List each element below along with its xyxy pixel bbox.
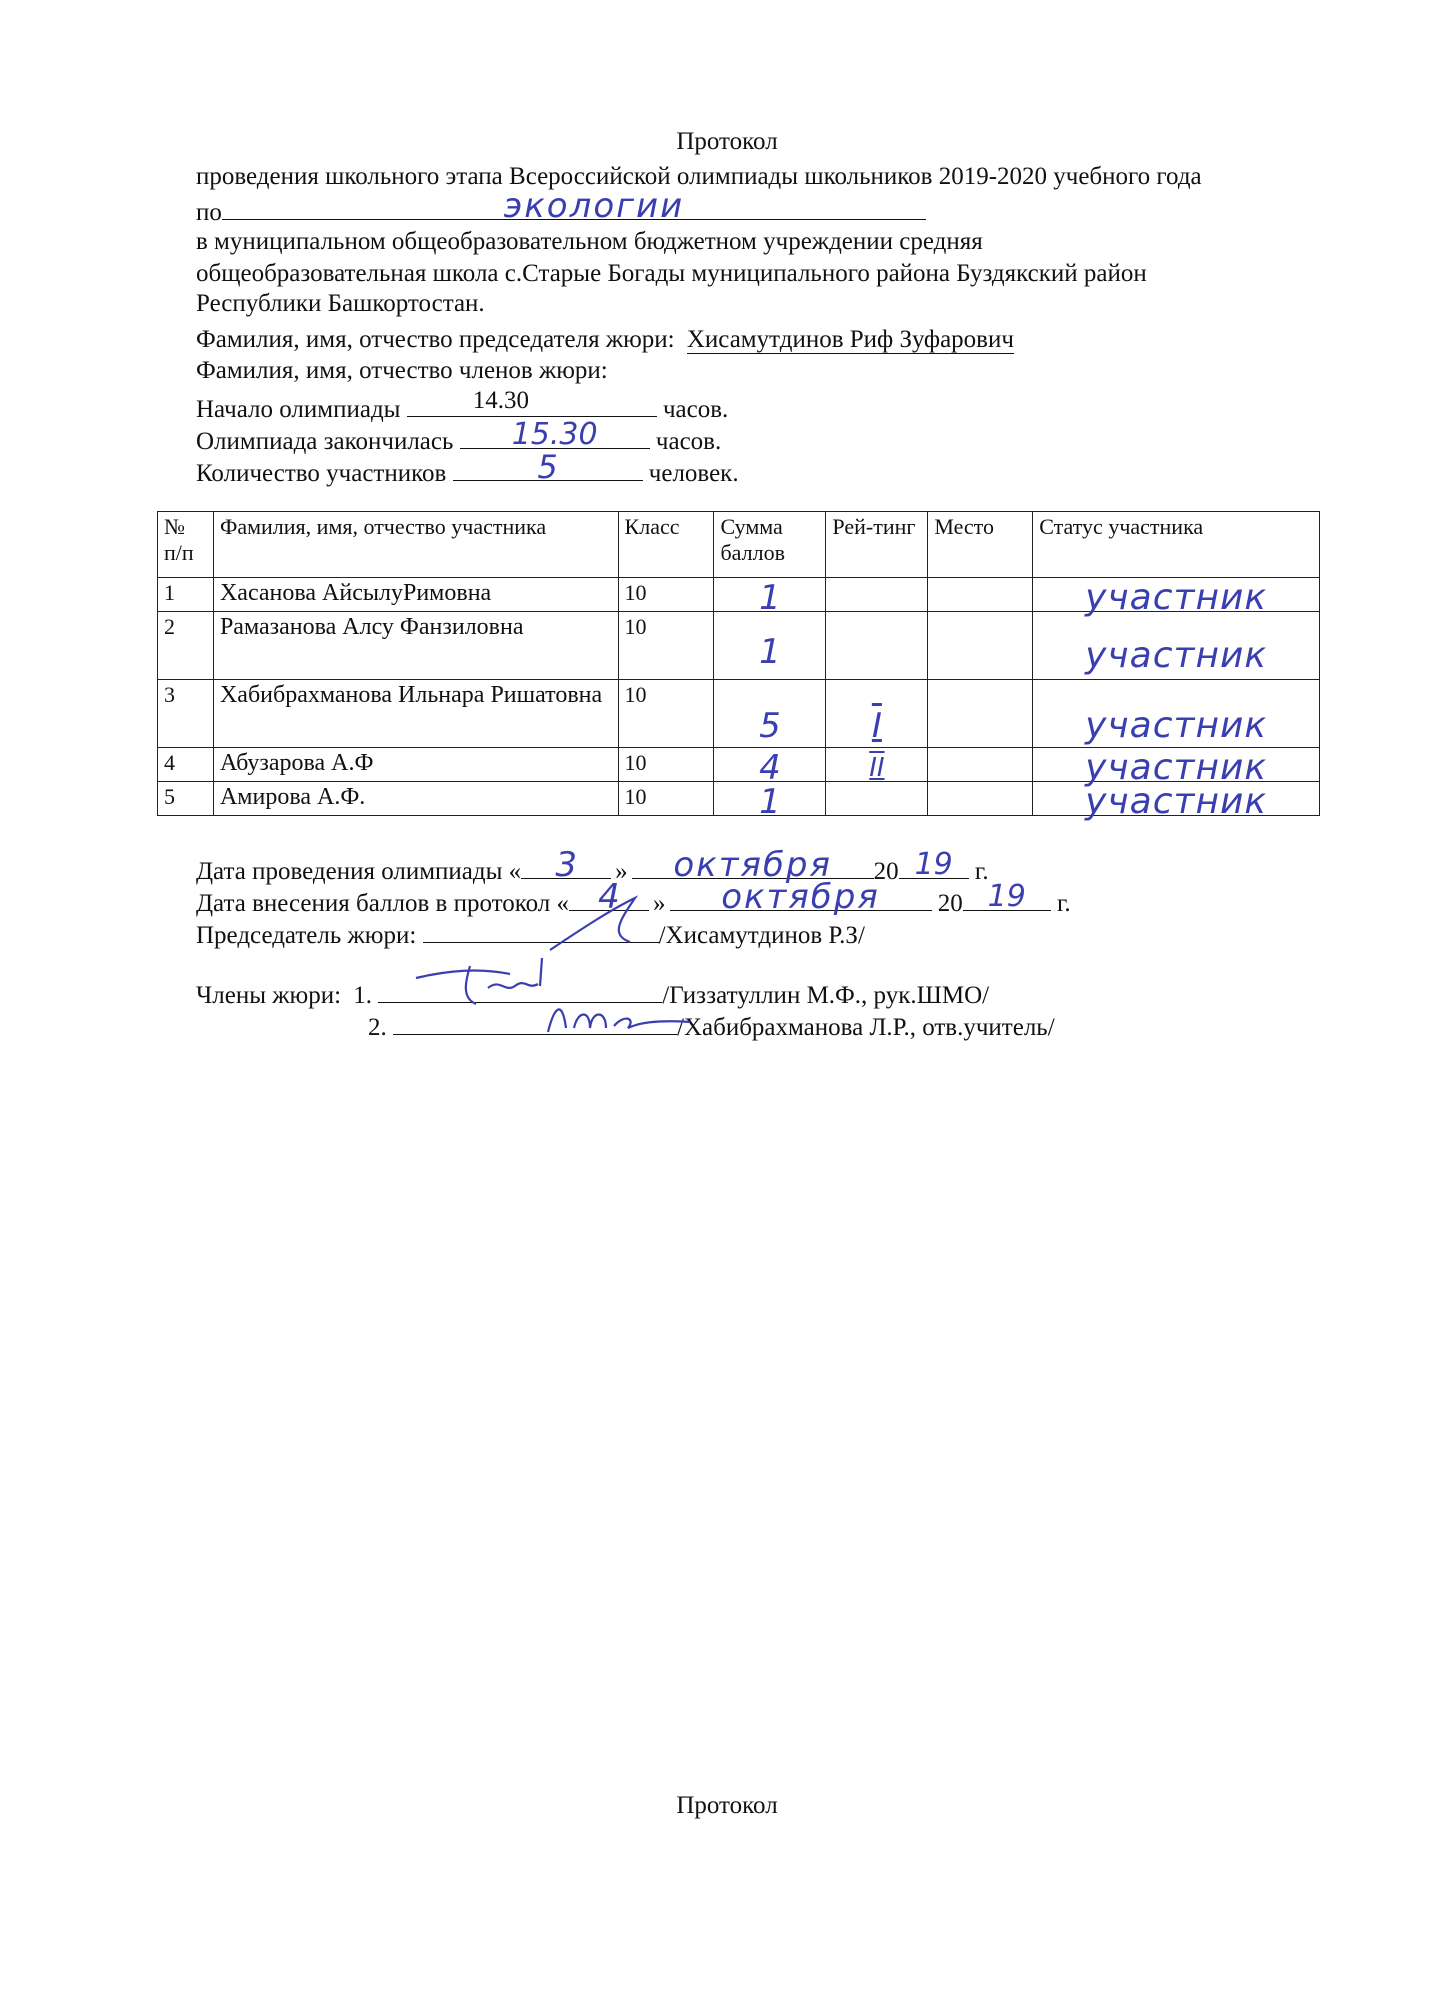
chair-name: Хисамутдинов Риф Зуфарович — [686, 326, 1014, 353]
score-handwritten: 5 — [759, 706, 781, 746]
end-unit: часов. — [655, 428, 722, 455]
header-status: Статус участника — [1033, 512, 1320, 578]
entered-year-blank — [963, 879, 1051, 914]
start-value: 14.30 — [472, 387, 529, 414]
row-status — [1033, 680, 1320, 748]
start-unit: часов. — [662, 396, 729, 423]
row-status — [1033, 781, 1320, 822]
held-month-blank — [632, 845, 874, 885]
school-line-3: Республики Башкортостан. — [196, 290, 485, 317]
row-rating — [826, 782, 928, 816]
row-score — [714, 680, 826, 748]
held-century: 20 — [873, 858, 899, 885]
row-class: 10 — [618, 612, 714, 680]
held-year: 19 — [914, 847, 953, 882]
row-place — [928, 748, 1033, 782]
entered-suffix: г. — [1057, 890, 1071, 917]
row-num: 2 — [158, 612, 214, 680]
row-score — [714, 578, 826, 618]
held-year-blank — [899, 847, 969, 882]
chair-line — [196, 325, 1014, 355]
status-handwritten: участник — [1085, 635, 1268, 676]
member2-num: 2. — [368, 1014, 387, 1041]
row-place — [928, 612, 1033, 680]
entered-month-blank — [670, 877, 932, 917]
members-sign-label: Члены жюри: — [196, 982, 342, 1009]
row-class: 10 — [618, 748, 714, 782]
header-rating: Рей-тинг — [826, 512, 928, 578]
row-class: 10 — [618, 578, 714, 612]
subject-line — [196, 186, 926, 228]
entered-mid: » — [653, 890, 666, 917]
intro-line: проведения школьного этапа Всероссийской олимпиады школьников 2019-2020 учебного года — [196, 163, 1202, 190]
row-name: Рамазанова Алсу Фанзиловна — [213, 612, 618, 680]
row-num: 4 — [158, 748, 214, 782]
chair-label: Фамилия, имя, отчество председателя жюри: — [196, 326, 675, 353]
row-name: Абузарова А.Ф — [213, 748, 618, 782]
row-rating — [826, 748, 928, 782]
entered-day: 4 — [598, 877, 620, 917]
header-num: № п/п — [158, 512, 214, 578]
chair-sign-name: /Хисамутдинов Р.З/ — [658, 922, 865, 949]
member2-signature — [540, 988, 710, 1048]
table-row — [158, 782, 1320, 816]
row-score — [714, 748, 826, 788]
held-month: октября — [673, 845, 832, 885]
start-blank — [407, 387, 657, 417]
table-row — [158, 748, 1320, 782]
row-place — [928, 680, 1033, 748]
table-row — [158, 612, 1320, 680]
held-mid: » — [615, 858, 628, 885]
end-label: Олимпиада закончилась — [196, 428, 454, 455]
footer-title: Протокол — [676, 1792, 778, 1819]
entered-month: октября — [721, 877, 880, 917]
score-handwritten: 4 — [759, 748, 781, 788]
participants-table — [157, 511, 1320, 822]
header-class: Класс — [618, 512, 714, 578]
row-status — [1033, 577, 1320, 618]
row-num: 1 — [158, 578, 214, 612]
entered-year: 19 — [987, 879, 1026, 914]
entered-century: 20 — [937, 890, 963, 917]
row-place — [928, 578, 1033, 612]
end-blank — [460, 417, 650, 452]
status-handwritten: участник — [1085, 705, 1268, 746]
row-name: Хабибрахманова Ильнара Ришатовна — [213, 680, 618, 748]
table-row — [158, 578, 1320, 612]
count-label: Количество участников — [196, 460, 447, 487]
row-status — [1033, 747, 1320, 788]
member1-num: 1. — [353, 982, 373, 1009]
subject-handwritten: экологии — [503, 186, 685, 226]
row-class: 10 — [618, 680, 714, 748]
school-line-2: общеобразовательная школа с.Старые Богады муниципального района Буздякский район — [196, 260, 1147, 287]
member1-name: /Гиззатуллин М.Ф., рук.ШМО/ — [662, 982, 990, 1009]
table-row — [158, 680, 1320, 748]
row-rating — [826, 578, 928, 612]
chair-sign-label: Председатель жюри: — [196, 922, 417, 949]
row-status — [1033, 612, 1320, 680]
score-handwritten: 1 — [759, 782, 781, 822]
count-blank — [453, 448, 643, 486]
member2-name: /Хабибрахманова Л.Р., отв.учитель/ — [677, 1014, 1055, 1041]
row-num: 5 — [158, 782, 214, 816]
start-label: Начало олимпиады — [196, 396, 401, 423]
table-header-row — [158, 512, 1320, 578]
document-title: Протокол — [676, 128, 778, 155]
header-place: Место — [928, 512, 1033, 578]
status-handwritten: участник — [1085, 577, 1268, 618]
status-handwritten: участник — [1085, 781, 1268, 822]
row-name: Амирова А.Ф. — [213, 782, 618, 816]
subject-blank — [222, 186, 926, 226]
chair-signature-line — [196, 916, 865, 951]
held-suffix: г. — [974, 858, 989, 885]
row-name: Хасанова АйсылуРимовна — [213, 578, 618, 612]
school-line-1: в муниципальном общеобразовательном бюджетном учреждении средняя — [196, 228, 983, 255]
row-score — [714, 782, 826, 822]
row-class: 10 — [618, 782, 714, 816]
row-score — [714, 612, 826, 680]
row-rating — [826, 612, 928, 680]
date-entered-label: Дата внесения баллов в протокол « — [196, 890, 569, 917]
rating-handwritten: I — [871, 706, 882, 746]
header-name: Фамилия, имя, отчество участника — [213, 512, 618, 578]
row-place — [928, 782, 1033, 816]
held-day: 3 — [555, 845, 577, 885]
score-handwritten: 1 — [759, 578, 781, 618]
header-score: Сумма баллов — [714, 512, 826, 578]
end-value: 15.30 — [511, 417, 598, 452]
members-label: Фамилия, имя, отчество членов жюри: — [196, 357, 608, 384]
held-day-blank — [521, 845, 611, 885]
status-handwritten: участник — [1085, 747, 1268, 788]
count-unit: человек. — [648, 460, 739, 487]
members-signature-line-2 — [368, 1008, 1055, 1043]
rating-handwritten: II — [869, 753, 885, 783]
score-handwritten: 1 — [759, 632, 781, 672]
count-value: 5 — [537, 448, 558, 486]
count-line — [196, 448, 739, 489]
row-num: 3 — [158, 680, 214, 748]
po-label: по — [196, 199, 222, 226]
row-rating — [826, 680, 928, 748]
date-held-label: Дата проведения олимпиады « — [196, 858, 522, 885]
